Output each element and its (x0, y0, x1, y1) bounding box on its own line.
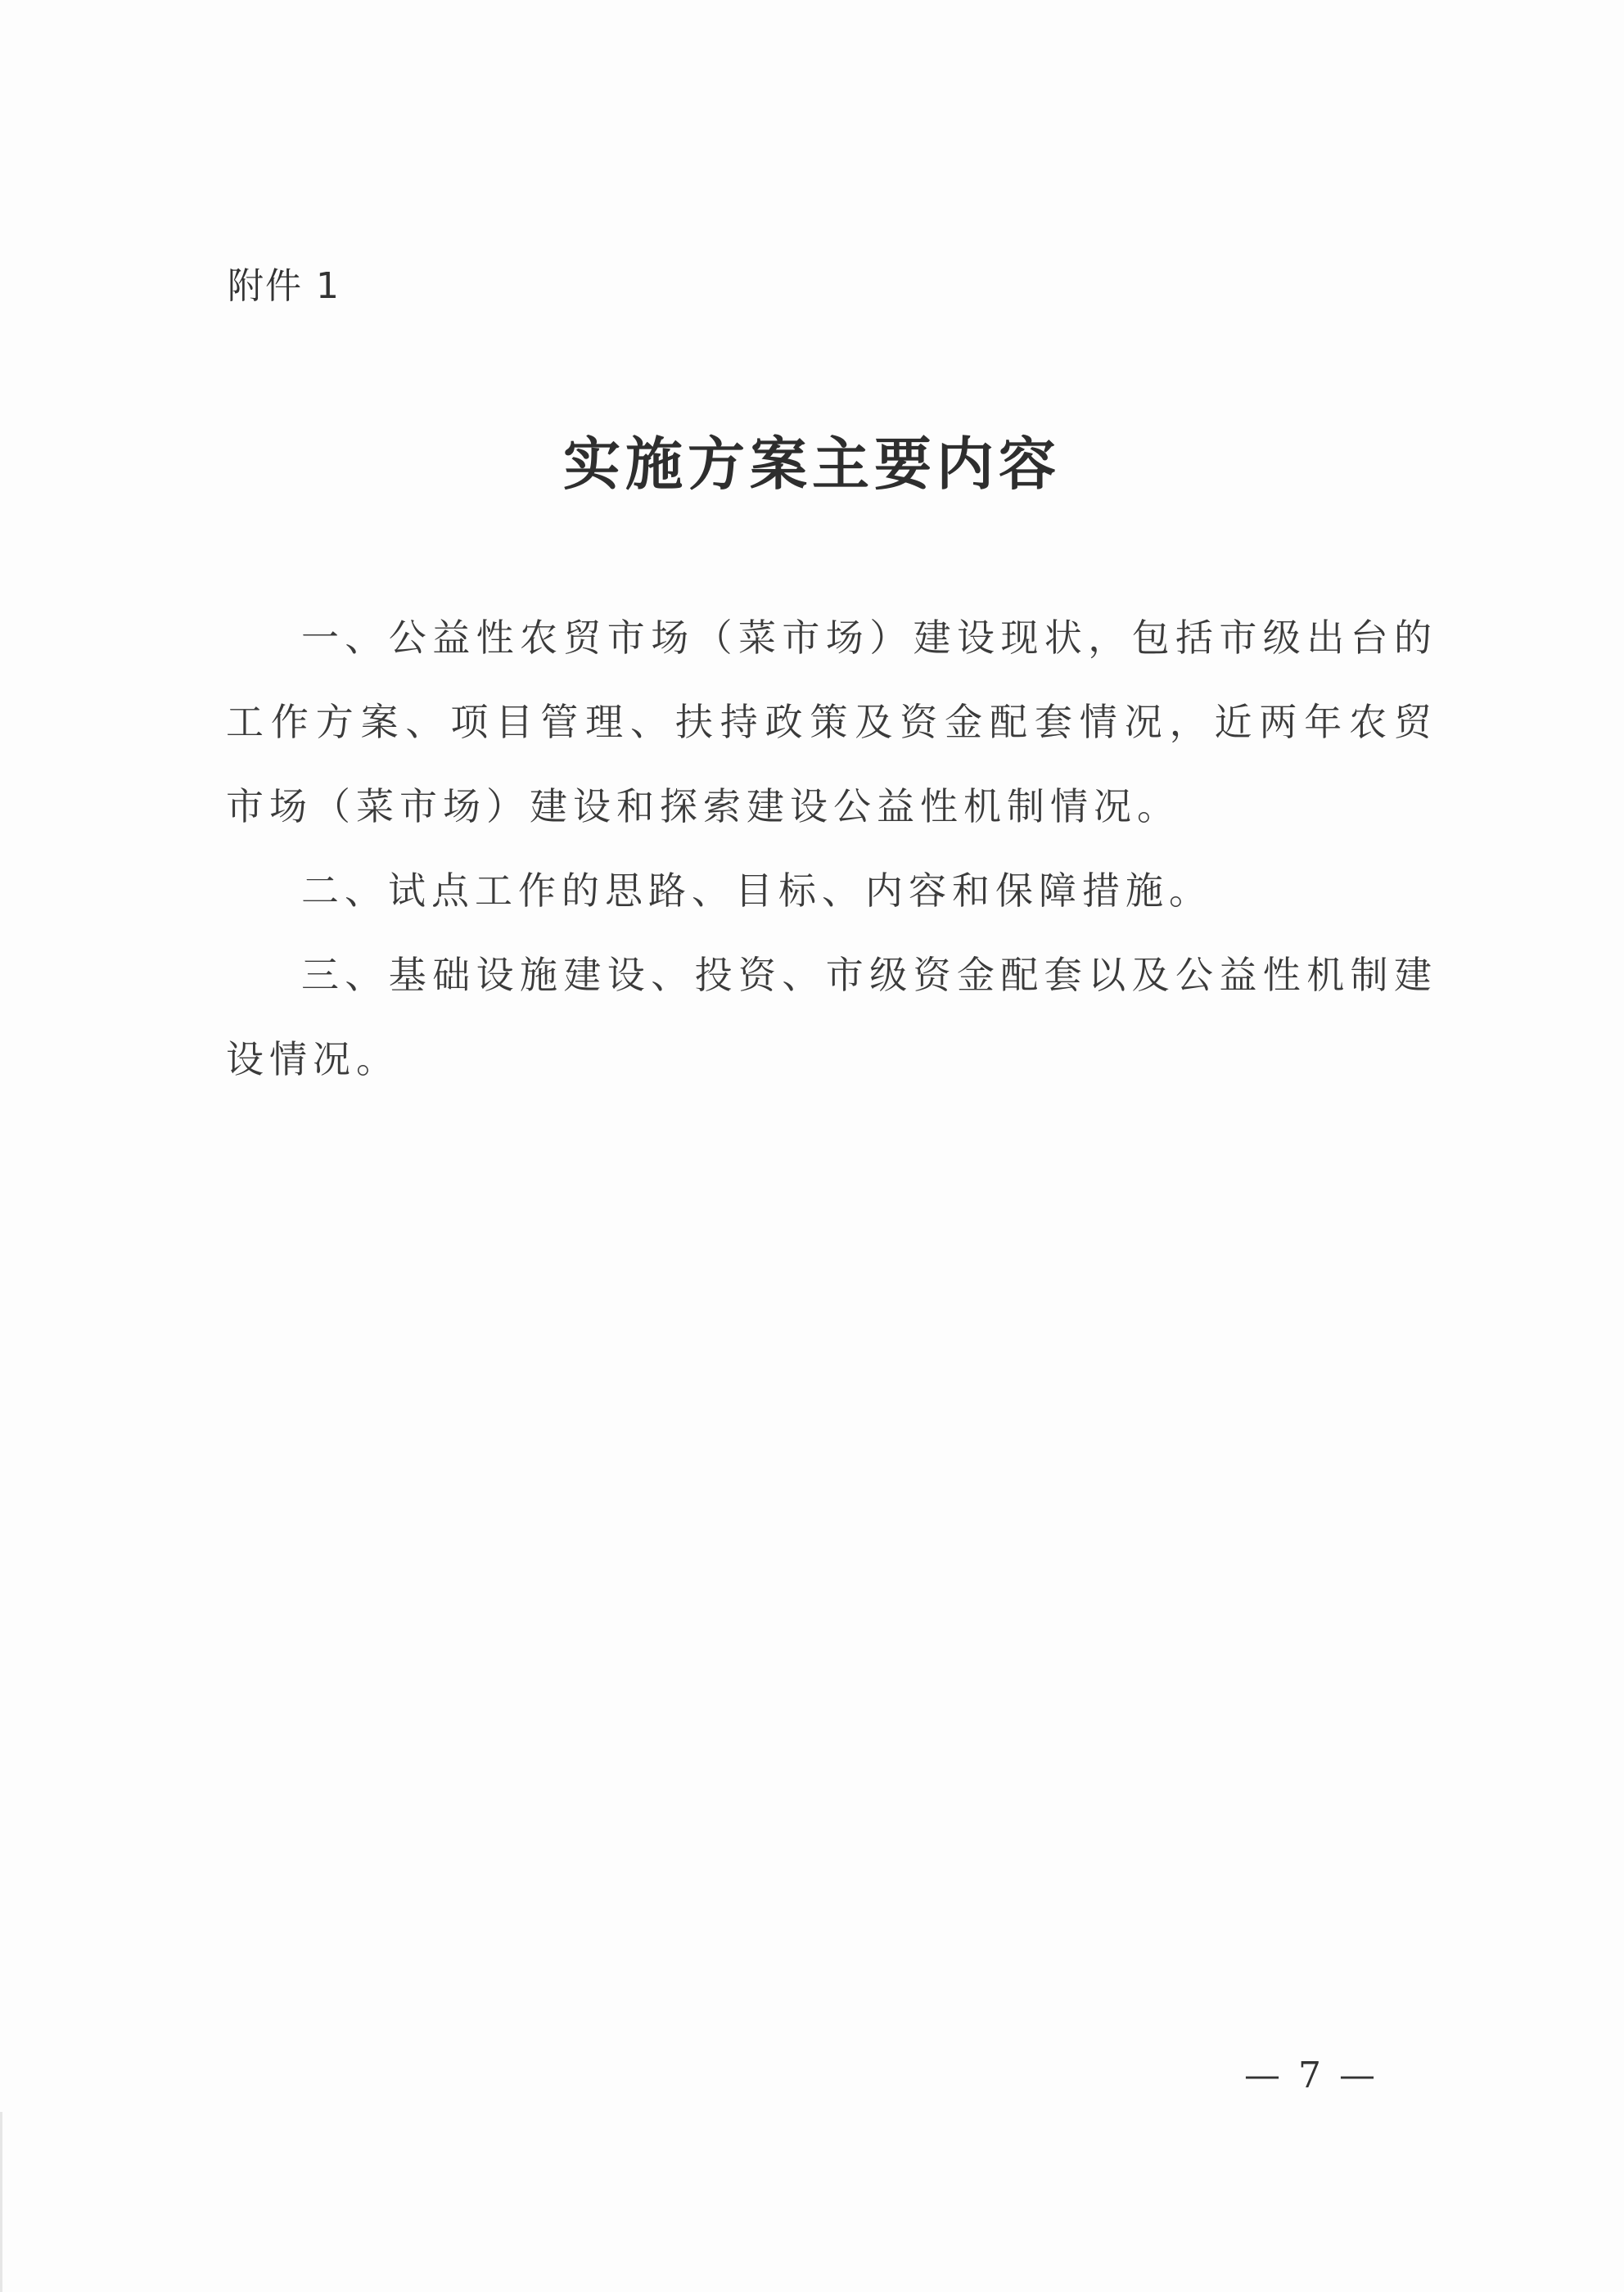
attachment-label: 附件 1 (228, 265, 341, 307)
page-number: — 7 — (1244, 2055, 1378, 2096)
paragraph-1: 一、公益性农贸市场（菜市场）建设现状，包括市级出台的工作方案、项目管理、扶持政策及资金配套情况，近两年农贸市场（菜市场）建设和探索建设公益性机制情况。 (226, 616, 1437, 828)
paragraph-3: 三、基础设施建设、投资、市级资金配套以及公益性机制建设情况。 (226, 953, 1437, 1081)
scan-edge-mark (0, 2112, 2, 2292)
paragraph-2: 二、试点工作的思路、目标、内容和保障措施。 (301, 869, 1212, 913)
document-body (226, 596, 1437, 1102)
document-title: 实施方案主要内容 (563, 430, 1061, 498)
